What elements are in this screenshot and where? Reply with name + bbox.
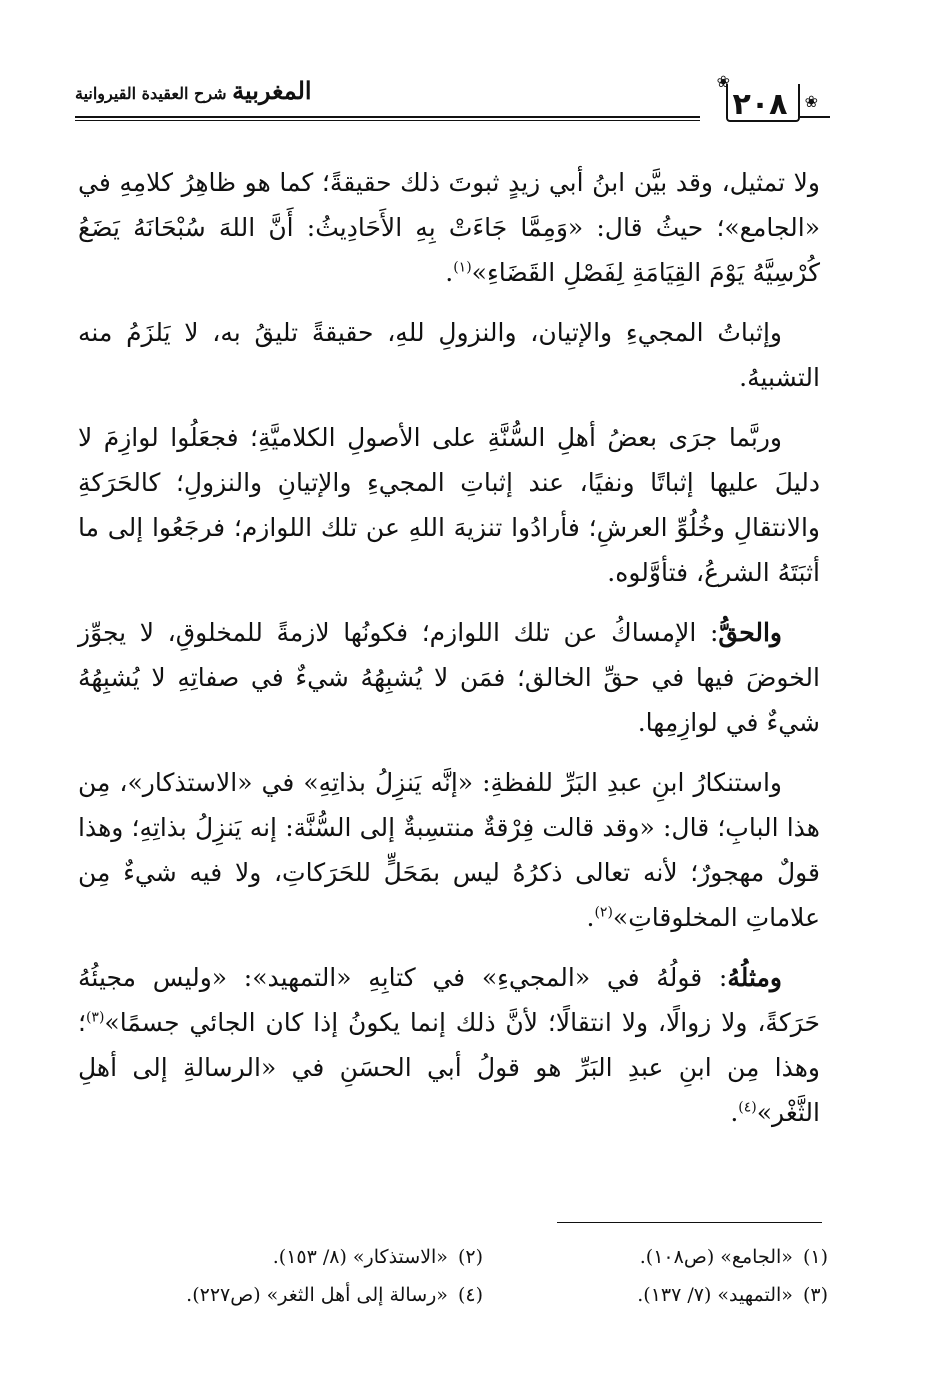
footnote-number: (٢) <box>457 1246 483 1268</box>
header-rule-thin <box>75 120 700 121</box>
paragraph-text: وإثباتُ المجيءِ والإتيان، والنزولِ للهِ، حقيقةً تليقُ به، لا يَلزَمُ منه التشبيهُ. <box>78 318 820 392</box>
footnote-text: «رسالة إلى أهل الثغر» (ص٢٢٧). <box>186 1284 448 1306</box>
footnote-number: (٤) <box>457 1284 483 1306</box>
page-number: ٢٠٨ <box>732 86 788 122</box>
header-rule-short <box>800 116 830 118</box>
paragraph-text: : قولُهُ في «المجيءِ» في كتابِهِ «التمهيد»: «وليس مجيئُهُ حَرَكةً، ولا زوالًا، ولا انتقالًا؛ لأنَّ ذلك إنما يكونُ إذا كان الجائي جسمًا» <box>78 963 820 1037</box>
paragraph-text: . <box>586 903 595 932</box>
body-paragraph <box>78 160 820 295</box>
bold-lead-word: والحقُّ <box>718 618 782 647</box>
footnote-number: (٣) <box>802 1284 828 1306</box>
footnote-reference: (٣) <box>85 1009 105 1026</box>
footnote-text: «التمهيد» (٧/ ١٣٧). <box>637 1284 793 1306</box>
book-title-sub: شرح العقيدة القيروانية <box>75 84 227 103</box>
book-title-main: المغربية <box>232 76 312 105</box>
footnote-reference: (١) <box>453 259 472 276</box>
body-paragraph <box>78 415 820 595</box>
footnote-item <box>513 1238 828 1276</box>
paragraph-text: ؛ وهذا مِن ابنِ عبدِ البَرِّ هو قولُ أبي الحسَنِ في «الرسالةِ إلى أهلِ الثَّغْر» <box>78 1008 820 1127</box>
footnote-reference: (٢) <box>594 904 613 921</box>
footnote-text: «الاستذكار» (٨/ ١٥٣). <box>272 1246 448 1268</box>
header-rule <box>75 116 700 118</box>
footnote-item <box>513 1276 828 1314</box>
footnote-number: (١) <box>802 1246 828 1268</box>
page-header <box>75 72 830 132</box>
paragraph-text: وربَّما جرَى بعضُ أهلِ السُّنَّةِ على الأصولِ الكلاميَّةِ؛ فجعَلُوا لوازِمَ لا دليلَ عليها إثباتًا ونفيًا، عند إثباتِ المجيءِ والإتيانِ والنزولِ؛ كالحَرَكةِ والانتقالِ وخُلُوِّ العرشِ؛ فأرادُوا تنزيهَ اللهِ عن تلك اللوازم؛ فرجَعُوا إلى ما أثبَتَهُ الشرعُ، فتأوَّلوه. <box>78 423 820 587</box>
paragraph-text: . <box>730 1098 739 1127</box>
body-paragraph <box>78 760 820 940</box>
bold-lead-word: ومثلُهُ <box>727 963 782 992</box>
footnote-item <box>168 1276 483 1314</box>
floral-ornament-icon: ❀ <box>804 92 818 111</box>
paragraph-text: واستنكارُ ابنِ عبدِ البَرِّ للفظةِ: «إنَّه يَنزِلُ بذاتِهِ» في «الاستذكار»، مِن هذا البابِ؛ قال: «وقد قالت فِرْقةٌ منتسِبةٌ إلى السُّنَّة: إنه يَنزِلُ بذاتِهِ؛ وهذا قولٌ مهجورٌ؛ لأنه تعالى ذكرُهُ ليس بمَحَلٍّ للحَرَكاتِ، ولا فيه شيءٌ مِن علاماتِ المخلوقاتِ» <box>78 768 820 932</box>
running-book-title <box>75 76 312 105</box>
footnote-reference: (٤) <box>738 1099 757 1116</box>
footnote-text: «الجامع» (ص١٠٨). <box>639 1246 793 1268</box>
footnote-separator <box>557 1222 822 1223</box>
body-paragraph <box>78 310 820 400</box>
footnotes <box>168 1238 828 1314</box>
paragraph-text: . <box>445 258 454 287</box>
paragraph-text: ولا تمثيل، وقد بيَّن ابنُ أبي زيدٍ ثبوتَ ذلك حقيقةً؛ كما هو ظاهِرُ كلامِهِ في «الجامع»؛ حيثُ قال: «وَمِمَّا جَاءَتْ بِهِ الأَحَادِيثُ: أَنَّ اللهَ سُبْحَانَهُ يَضَعُ كُرْسِيَّهُ يَوْمَ القِيَامَةِ لِفَصْلِ القَضَاءِ» <box>78 168 820 287</box>
floral-ornament-icon: ❀ <box>716 72 730 91</box>
footnote-item <box>168 1238 483 1276</box>
body-paragraph <box>78 955 820 1135</box>
body-paragraph <box>78 610 820 745</box>
paragraph-text: : الإمساكُ عن تلك اللوازم؛ فكونُها لازمةً للمخلوقِ، لا يجوِّز الخوضَ فيها في حقِّ الخالق؛ فمَن لا يُشبِهُهُ شيءٌ في صفاتِهِ لا يُشبِهُهُ شيءٌ في لوازِمِها. <box>78 618 820 737</box>
main-text <box>78 160 820 1150</box>
